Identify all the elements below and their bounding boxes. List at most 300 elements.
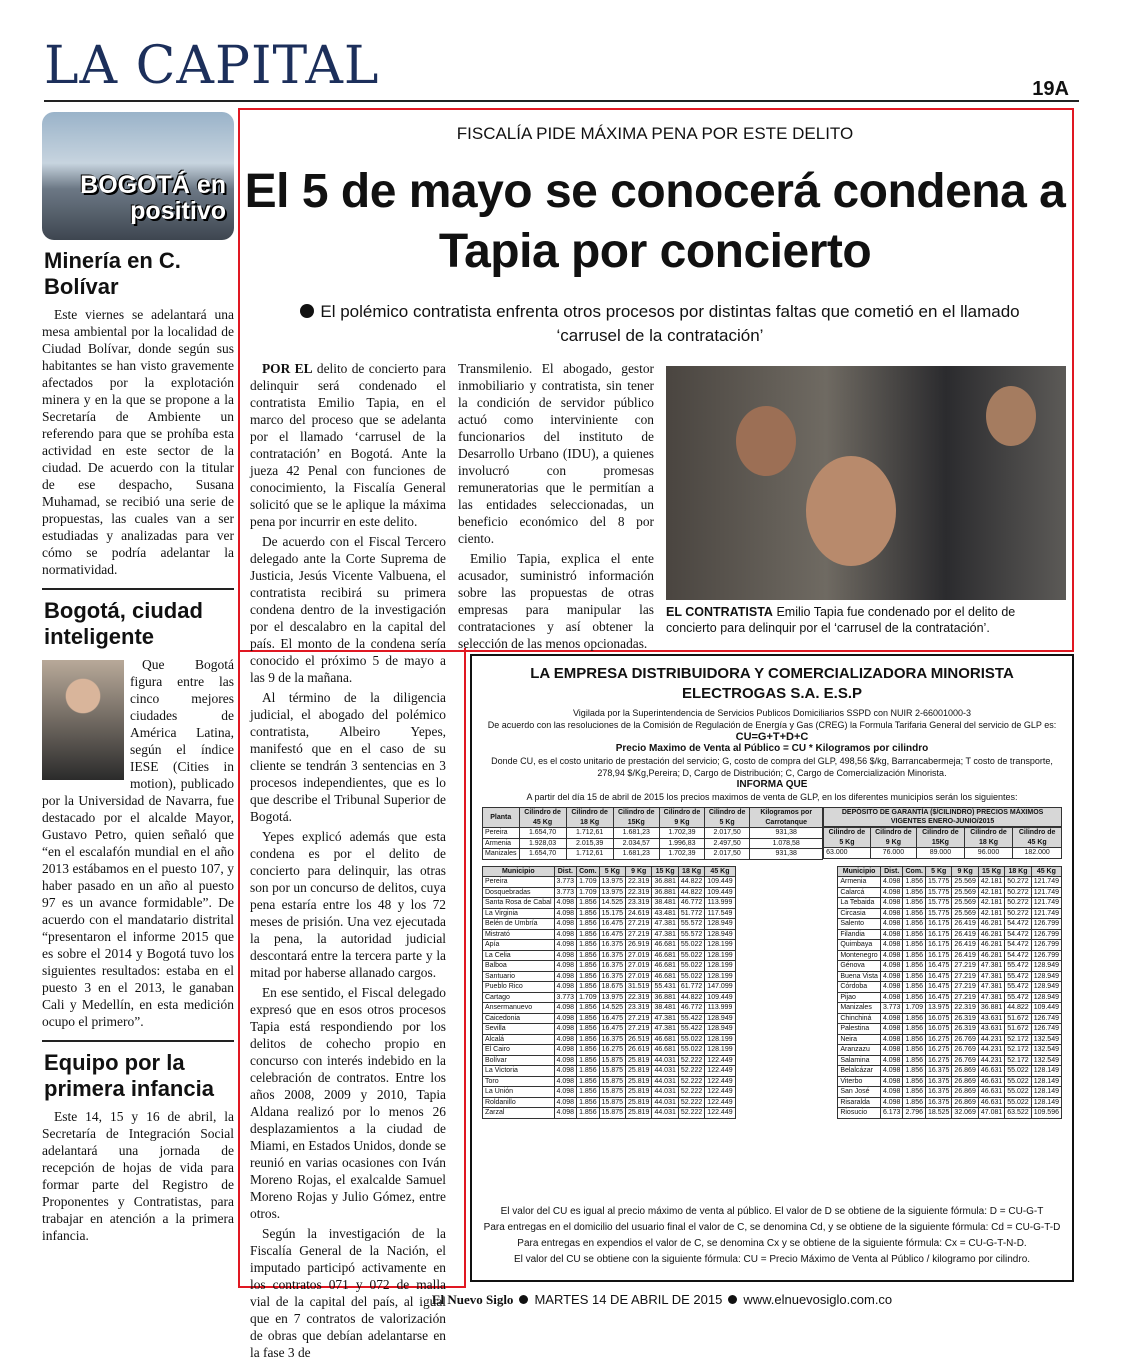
table-cell: 4.098 bbox=[880, 1013, 903, 1024]
table-cell: 128.949 bbox=[1031, 992, 1061, 1003]
table-cell: 46.681 bbox=[652, 971, 678, 982]
table-cell: 63.522 bbox=[1005, 1108, 1031, 1119]
table-cell: 16.475 bbox=[926, 961, 952, 972]
table-cell: 4.098 bbox=[554, 971, 577, 982]
table-cell: 2.017,50 bbox=[705, 849, 750, 860]
table-cell: 46.772 bbox=[678, 1003, 704, 1014]
table-header-cell: 5 Kg bbox=[926, 866, 952, 877]
table-cell: 46.281 bbox=[978, 950, 1004, 961]
ad-formula: CU=G+T+D+C bbox=[735, 731, 809, 743]
sidebar-text-bogota: Que Bogotá figura entre las cinco mejores ciudades de América Latina, según el índice IESE (Cities in motion), publicado por la Universidad de Navarra, fue destacado por el alcalde Mayor, Gustavo Petro, quien señaló que “en el escalafón mundial en el año 2013 estábamos en el puesto 107, y haber pasado en un año al puesto 97 es un avance formidable”. De acuerdo con el mandatario distrital “presentaron el informe 2015 que es sobre el 2014 y Bogotá tuvo los siguientes resultados: estaba en el puesto 3 en el 2013, le ganaban Cali y Medellín, en esta medición ocupo el primero”. bbox=[42, 657, 234, 1029]
table-cell: 1.856 bbox=[903, 982, 926, 993]
table-cell: 128.949 bbox=[705, 1024, 735, 1035]
table-cell: 1.856 bbox=[577, 919, 600, 930]
table-cell: 46.631 bbox=[978, 1066, 1004, 1077]
table-cell: 42.181 bbox=[978, 898, 1004, 909]
table-cell: 109.449 bbox=[705, 887, 735, 898]
article-subhead bbox=[300, 300, 1020, 348]
table-cell: Zarzal bbox=[483, 1108, 555, 1119]
table-cell: 51.672 bbox=[1005, 1024, 1031, 1035]
table-cell: 26.869 bbox=[952, 1097, 978, 1108]
table-cell: 4.098 bbox=[880, 1097, 903, 1108]
table-cell: 15.875 bbox=[599, 1108, 625, 1119]
table-row bbox=[838, 1087, 1062, 1098]
table-cell: 76.000 bbox=[870, 848, 916, 859]
table-row bbox=[483, 950, 736, 961]
table-cell: 47.381 bbox=[652, 1024, 678, 1035]
table-cell: Génova bbox=[838, 961, 881, 972]
table-cell: 25.819 bbox=[626, 1055, 652, 1066]
table-cell: 27.219 bbox=[626, 929, 652, 940]
table-cell: 27.019 bbox=[626, 961, 652, 972]
ad-note: El valor del CU se obtiene con la siguiente fórmula: CU = Precio Máximo de Venta al Público / kilogramo por cilindro. bbox=[513, 1254, 1031, 1265]
table-cell: 13.975 bbox=[599, 877, 625, 888]
table-cell: Caicedonia bbox=[483, 1013, 555, 1024]
table-cell: 26.419 bbox=[952, 940, 978, 951]
table-cell: 96.000 bbox=[964, 848, 1013, 859]
table-cell: Palestina bbox=[838, 1024, 881, 1035]
table-cell: 44.822 bbox=[1005, 1003, 1031, 1014]
table-cell: Pijao bbox=[838, 992, 881, 1003]
table-cell: 42.181 bbox=[978, 887, 1004, 898]
table-cell: 4.098 bbox=[880, 1024, 903, 1035]
table-cell: 4.098 bbox=[554, 908, 577, 919]
table-cell: 44.822 bbox=[678, 992, 704, 1003]
table-cell: 26.419 bbox=[952, 919, 978, 930]
table-cell: 4.098 bbox=[554, 1024, 577, 1035]
table-cell: Pueblo Rico bbox=[483, 982, 555, 993]
table-row bbox=[483, 898, 736, 909]
table-cell: 1.856 bbox=[577, 1045, 600, 1056]
table-cell: 1.856 bbox=[903, 1087, 926, 1098]
table-cell: Risaralda bbox=[838, 1097, 881, 1108]
table-cell: Belén de Umbría bbox=[483, 919, 555, 930]
table-cell: 52.222 bbox=[678, 1087, 704, 1098]
table-cell: 44.231 bbox=[978, 1045, 1004, 1056]
table-cell: 3.773 bbox=[554, 877, 577, 888]
table-cell: 15.775 bbox=[926, 898, 952, 909]
table-cell: Santa Rosa de Cabal bbox=[483, 898, 555, 909]
table-cell: 26.869 bbox=[952, 1076, 978, 1087]
table-row bbox=[483, 982, 736, 993]
table-cell: La Victoria bbox=[483, 1066, 555, 1077]
table-cell: 121.749 bbox=[1031, 898, 1061, 909]
table-cell: 1.856 bbox=[903, 950, 926, 961]
table-cell: 46.281 bbox=[978, 929, 1004, 940]
table-cell: 47.381 bbox=[978, 971, 1004, 982]
table-row bbox=[838, 940, 1062, 951]
table-header-cell: Com. bbox=[577, 866, 600, 877]
table-cell: 44.231 bbox=[978, 1034, 1004, 1045]
table-cell: 132.549 bbox=[1031, 1045, 1061, 1056]
table-cell: 1.856 bbox=[577, 929, 600, 940]
table-cell: 4.098 bbox=[554, 982, 577, 993]
table-header-cell: 45 Kg bbox=[1031, 866, 1061, 877]
table-cell: Córdoba bbox=[838, 982, 881, 993]
sidebar-divider bbox=[42, 1040, 234, 1042]
table-cell: 55.572 bbox=[678, 929, 704, 940]
table-cell: Pereira bbox=[483, 828, 520, 839]
lead-in: POR EL bbox=[262, 361, 313, 376]
table-cell: 46.681 bbox=[652, 1034, 678, 1045]
table-cell: 15.875 bbox=[599, 1097, 625, 1108]
table-cell: Ansermanuevo bbox=[483, 1003, 555, 1014]
table-cell: 1.856 bbox=[903, 908, 926, 919]
table-cell: 4.098 bbox=[554, 1087, 577, 1098]
table-row bbox=[483, 1055, 736, 1066]
table-cell: 46.631 bbox=[978, 1087, 1004, 1098]
table-cell: Calarcá bbox=[838, 887, 881, 898]
table-cell: 4.098 bbox=[554, 1066, 577, 1077]
table-row bbox=[483, 887, 736, 898]
table-cell: 52.222 bbox=[678, 1097, 704, 1108]
table-header-cell: Municipio bbox=[838, 866, 881, 877]
table-cell: 55.022 bbox=[1005, 1066, 1031, 1077]
table-header-cell: 5 Kg bbox=[599, 866, 625, 877]
table-cell: 47.381 bbox=[652, 1013, 678, 1024]
table-cell: 18.675 bbox=[599, 982, 625, 993]
ad-notes bbox=[482, 1204, 1062, 1268]
table-cell: Balboa bbox=[483, 961, 555, 972]
ad-price-line: Precio Maximo de Venta al Público = CU * Kilogramos por cilindro bbox=[615, 743, 929, 754]
table-cell: 1.712,61 bbox=[566, 849, 613, 860]
table-cell: 1.856 bbox=[903, 1024, 926, 1035]
table-cell: 2.497,50 bbox=[705, 838, 750, 849]
table-cell: 50.272 bbox=[1005, 898, 1031, 909]
table-cell: 128.199 bbox=[705, 971, 735, 982]
table-cell: 1.709 bbox=[577, 992, 600, 1003]
table-cell: 55.022 bbox=[678, 971, 704, 982]
table-cell: 27.219 bbox=[626, 1013, 652, 1024]
photo-caption bbox=[666, 604, 1066, 636]
table-cell: 1.856 bbox=[903, 940, 926, 951]
table-row bbox=[838, 950, 1062, 961]
table-cell: 1.996,83 bbox=[659, 838, 704, 849]
table-cell: 16.375 bbox=[599, 961, 625, 972]
table-cell: 128.949 bbox=[1031, 982, 1061, 993]
table-cell: 16.175 bbox=[926, 929, 952, 940]
table-cell: 128.199 bbox=[705, 940, 735, 951]
table-row bbox=[483, 1108, 736, 1119]
table-header-cell: Cilindro de 18 Kg bbox=[964, 828, 1013, 848]
ad-note: El valor del CU es igual al precio máximo de venta al público. El valor de D se obtiene de la siguiente fórmula: D = CU-G-T bbox=[500, 1206, 1044, 1217]
sidebar-title-mineria: Minería en C. Bolívar bbox=[44, 248, 181, 299]
table-cell: 1.856 bbox=[577, 1087, 600, 1098]
table-cell: 4.098 bbox=[880, 1045, 903, 1056]
table-cell: 16.375 bbox=[926, 1097, 952, 1108]
table-cell: 52.222 bbox=[678, 1066, 704, 1077]
table-cell: Manizales bbox=[838, 1003, 881, 1014]
table-cell: La Celia bbox=[483, 950, 555, 961]
table-cell: La Virginia bbox=[483, 908, 555, 919]
table-row bbox=[483, 1097, 736, 1108]
table-row bbox=[838, 1097, 1062, 1108]
ad-from-date: A partir del día 15 de abril de 2015 los precios maximos de venta de GLP, en los diferentes municipios serán los siguientes: bbox=[526, 792, 1018, 802]
table-cell: 1.654,70 bbox=[519, 849, 566, 860]
table-cell: 4.098 bbox=[880, 1076, 903, 1087]
table-cell: 26.619 bbox=[626, 1045, 652, 1056]
table-cell: 25.819 bbox=[626, 1076, 652, 1087]
table-row bbox=[838, 898, 1062, 909]
article-headline: El 5 de mayo se conocerá condena a Tapia por concierto bbox=[244, 165, 1066, 278]
table-cell: 1.856 bbox=[577, 1013, 600, 1024]
table-cell: 55.572 bbox=[678, 919, 704, 930]
table-header-cell: Cilindro de 45 Kg bbox=[1013, 828, 1062, 848]
table-cell: 89.000 bbox=[917, 848, 965, 859]
table-row bbox=[483, 971, 736, 982]
table-cell: 50.272 bbox=[1005, 908, 1031, 919]
table-cell: Dosquebradas bbox=[483, 887, 555, 898]
table-cell: 50.272 bbox=[1005, 887, 1031, 898]
table-cell: 4.098 bbox=[880, 1087, 903, 1098]
table-cell: 128.949 bbox=[705, 929, 735, 940]
table-cell: 25.819 bbox=[626, 1066, 652, 1077]
table-cell: 113.999 bbox=[705, 1003, 735, 1014]
table-cell: 52.172 bbox=[1005, 1034, 1031, 1045]
footer-url[interactable]: www.elnuevosiglo.com.co bbox=[743, 1292, 893, 1307]
table-cell: 42.181 bbox=[978, 877, 1004, 888]
table-cell: Belalcázar bbox=[838, 1066, 881, 1077]
table-header-row bbox=[483, 866, 736, 877]
table-cell: 54.472 bbox=[1005, 950, 1031, 961]
table-cell: 46.681 bbox=[652, 950, 678, 961]
table-cell: 1.856 bbox=[577, 982, 600, 993]
table-cell: 4.098 bbox=[880, 950, 903, 961]
sidebar-title-infancia: Equipo por la primera infancia bbox=[44, 1050, 214, 1101]
table-cell: 4.098 bbox=[554, 919, 577, 930]
table-cell: 109.449 bbox=[705, 877, 735, 888]
table-header-cell: Cilindro de 15Kg bbox=[613, 808, 659, 828]
table-cell: 109.596 bbox=[1031, 1108, 1061, 1119]
table-cell: 4.098 bbox=[554, 1013, 577, 1024]
table-cell: 4.098 bbox=[554, 1108, 577, 1119]
table-cell: 128.199 bbox=[705, 950, 735, 961]
table-cell: 1.856 bbox=[577, 898, 600, 909]
table-cell: 1.856 bbox=[903, 1066, 926, 1077]
table-cell: 25.819 bbox=[626, 1087, 652, 1098]
table-cell: Cartago bbox=[483, 992, 555, 1003]
table-cell: 55.431 bbox=[652, 982, 678, 993]
table-cell: 36.881 bbox=[652, 992, 678, 1003]
table-cell: 4.098 bbox=[554, 1097, 577, 1108]
table-cell: 1.856 bbox=[577, 908, 600, 919]
left-municipal-table bbox=[482, 866, 736, 1119]
table-cell: 122.449 bbox=[705, 1055, 735, 1066]
sidebar-text-mineria: Este viernes se adelantará una mesa ambiental por la localidad de Ciudad Bolívar, donde según sus habitantes se han visto gravemente afectados por la explotación minera y en la que se propone a la Secretaría de Ambiente un referendo para que se prohíba esta actividad en este sector de la ciudad. De acuerdo con la titular de ese despacho, Susana Muhamad, se recibió una serie de propuestas, las cuales van a ser estudiadas y analizadas para ver cómo se podría adelantar la normatividad. bbox=[42, 307, 234, 577]
table-cell: 3.773 bbox=[554, 887, 577, 898]
table-cell: 26.319 bbox=[952, 1013, 978, 1024]
table-cell: 55.472 bbox=[1005, 982, 1031, 993]
table-cell: 26.769 bbox=[952, 1034, 978, 1045]
table-cell: 1.856 bbox=[903, 1076, 926, 1087]
table-cell: 55.022 bbox=[1005, 1097, 1031, 1108]
subhead-text: El polémico contratista enfrenta otros procesos por distintas faltas que cometió en el llamado ‘carrusel de la contratación’ bbox=[320, 302, 1020, 345]
table-cell: 47.081 bbox=[978, 1108, 1004, 1119]
table-cell: 1.654,70 bbox=[519, 828, 566, 839]
table-cell: 55.472 bbox=[1005, 961, 1031, 972]
table-cell: 113.999 bbox=[705, 898, 735, 909]
table-cell: 121.749 bbox=[1031, 887, 1061, 898]
table-cell: 1.681,23 bbox=[613, 828, 659, 839]
table-cell: 4.098 bbox=[554, 929, 577, 940]
table-cell: 27.219 bbox=[952, 961, 978, 972]
table-cell: 4.098 bbox=[554, 940, 577, 951]
table-cell: 27.219 bbox=[952, 982, 978, 993]
table-cell: 36.881 bbox=[652, 887, 678, 898]
table-cell: 109.449 bbox=[1031, 1003, 1061, 1014]
table-cell: 4.098 bbox=[880, 982, 903, 993]
table-cell: 16.375 bbox=[599, 950, 625, 961]
table-row bbox=[824, 848, 1062, 859]
table-cell: 44.031 bbox=[652, 1076, 678, 1087]
table-cell: 4.098 bbox=[554, 1076, 577, 1087]
table-cell: 15.875 bbox=[599, 1076, 625, 1087]
table-cell: 117.549 bbox=[705, 908, 735, 919]
table-cell: 1.712,61 bbox=[566, 828, 613, 839]
table-cell: Montenegro bbox=[838, 950, 881, 961]
table-row bbox=[483, 1034, 736, 1045]
table-cell: 4.098 bbox=[880, 1066, 903, 1077]
table-cell: 51.772 bbox=[678, 908, 704, 919]
table-header-cell: 45 Kg bbox=[705, 866, 735, 877]
table-cell: 1.078,58 bbox=[750, 838, 823, 849]
table-cell: 128.199 bbox=[705, 1045, 735, 1056]
table-cell: 2.017,50 bbox=[705, 828, 750, 839]
table-cell: 14.525 bbox=[599, 898, 625, 909]
table-cell: 4.098 bbox=[880, 877, 903, 888]
table-cell: Filandia bbox=[838, 929, 881, 940]
table-row bbox=[838, 1034, 1062, 1045]
paragraph: En ese sentido, el Fiscal delegado expresó que en esos otros procesos Tapia está respondiendo por los delitos de cohecho propio en concurso con interés indebido en la celebración de contratos. Entre los años 2008, 2009 y 2010, Tapia Aldana realizó por lo menos 26 desplazamientos a la ciudad de Miami, en Estados Unidos, donde se reunió en varias ocasiones con Iván Moreno Rojas, el exalcalde Samuel Moreno Rojas y Julio Gómez, entre otros. bbox=[250, 985, 447, 1221]
table-cell: 46.681 bbox=[652, 961, 678, 972]
paragraph: Según la investigación de la Fiscalía General de la Nación, el imputado participó activamente en los contratos 071 y 072 de malla vial de la capital del país, al igual que en 7 contratos de valorización de obras que debían adelantarse en la fase 3 de bbox=[250, 1226, 446, 1360]
table-row bbox=[838, 929, 1062, 940]
masthead: LA CAPITAL bbox=[44, 36, 380, 96]
sidebar-title-bogota: Bogotá, ciudad inteligente bbox=[44, 598, 203, 649]
table-cell: 55.472 bbox=[1005, 992, 1031, 1003]
table-cell: 47.381 bbox=[652, 929, 678, 940]
table-cell: 27.219 bbox=[952, 971, 978, 982]
table-cell: Santuario bbox=[483, 971, 555, 982]
table-header-cell: Cilindro de 18 Kg bbox=[566, 808, 613, 828]
table-cell: 1.856 bbox=[903, 971, 926, 982]
table-cell: 13.975 bbox=[599, 887, 625, 898]
table-cell: 55.472 bbox=[1005, 971, 1031, 982]
table-row bbox=[838, 1066, 1062, 1077]
table-cell: 4.098 bbox=[880, 992, 903, 1003]
table-cell: 31.519 bbox=[626, 982, 652, 993]
table-row bbox=[483, 908, 736, 919]
table-cell: 128.199 bbox=[705, 1034, 735, 1045]
table-row bbox=[483, 919, 736, 930]
table-cell: 128.949 bbox=[705, 919, 735, 930]
table-cell: 25.819 bbox=[626, 1097, 652, 1108]
table-cell: 128.949 bbox=[705, 1013, 735, 1024]
deposit-title: DEPÓSITO DE GARANTÍA ($/CILINDRO) PRECIOS MÁXIMOS VIGENTES ENERO-JUNIO/2015 bbox=[823, 807, 1062, 827]
table-header-cell: Cilindro de 45 Kg bbox=[519, 808, 566, 828]
table-header-cell: 18 Kg bbox=[678, 866, 704, 877]
paragraph: Yepes explicó además que esta condena es por el delito de concierto para delinquir, las otras son por un concurso de delitos, cuya pena estaría entre los 48 y los 72 meses de prisión. Una vez ejecutada la pena, la autoridad judicial descontará entre la tercera parte y la mitad por haberse allanado cargos. bbox=[250, 829, 446, 980]
table-cell: 54.472 bbox=[1005, 929, 1031, 940]
ad-line: De acuerdo con las resoluciones de la Comisión de Regulación de Energía y Gas (CREG) la Formula Tarifaria General del servicio de GLP es: bbox=[487, 720, 1057, 730]
table-cell: 1.856 bbox=[577, 1066, 600, 1077]
table-cell: 55.022 bbox=[678, 950, 704, 961]
table-row bbox=[483, 992, 736, 1003]
table-cell: 1.709 bbox=[903, 1003, 926, 1014]
table-cell: 15.775 bbox=[926, 877, 952, 888]
table-row bbox=[483, 1066, 736, 1077]
sidebar bbox=[42, 112, 234, 1292]
table-cell: 4.098 bbox=[554, 950, 577, 961]
table-cell: 55.422 bbox=[678, 1013, 704, 1024]
table-cell: 47.381 bbox=[978, 961, 1004, 972]
table-cell: 16.175 bbox=[926, 940, 952, 951]
deposit-block bbox=[823, 807, 1062, 859]
table-cell: 47.381 bbox=[652, 919, 678, 930]
table-cell: 121.749 bbox=[1031, 877, 1061, 888]
table-cell: 26.769 bbox=[952, 1055, 978, 1066]
table-cell: 55.422 bbox=[678, 1024, 704, 1035]
table-cell: 26.419 bbox=[952, 929, 978, 940]
table-cell: 27.019 bbox=[626, 950, 652, 961]
table-cell: 126.799 bbox=[1031, 929, 1061, 940]
table-cell: 16.275 bbox=[926, 1045, 952, 1056]
photo-figure bbox=[986, 386, 1036, 446]
table-cell: Armenia bbox=[483, 838, 520, 849]
table-cell: 26.319 bbox=[952, 1024, 978, 1035]
article-column-1 bbox=[250, 360, 447, 1360]
table-cell: 1.856 bbox=[577, 950, 600, 961]
table-header-row bbox=[483, 808, 823, 828]
caption-label: EL CONTRATISTA bbox=[666, 605, 773, 619]
top-rule bbox=[44, 100, 1079, 102]
table-row bbox=[838, 1013, 1062, 1024]
article-kicker: FISCALÍA PIDE MÁXIMA PENA POR ESTE DELITO bbox=[456, 124, 854, 143]
table-row bbox=[483, 849, 823, 860]
table-cell: 15.775 bbox=[926, 887, 952, 898]
ad-note: Para entregas en el domicilio del usuario final el valor de C, se denomina Cd, y se obtiene de la siguiente fórmula: Cd = CU-G-T-D bbox=[483, 1222, 1061, 1233]
table-cell: 27.219 bbox=[626, 1024, 652, 1035]
table-cell: 16.075 bbox=[926, 1024, 952, 1035]
table-cell: 38.481 bbox=[652, 1003, 678, 1014]
table-cell: 44.822 bbox=[678, 887, 704, 898]
table-cell: Viterbo bbox=[838, 1076, 881, 1087]
table-cell: 36.881 bbox=[978, 1003, 1004, 1014]
table-cell: 1.856 bbox=[577, 1108, 600, 1119]
table-cell: 15.775 bbox=[926, 908, 952, 919]
table-cell: Salamina bbox=[838, 1055, 881, 1066]
paragraph: Emilio Tapia, explica el ente acusador, suministró información sobre las propuestas de otras empresas para manipular las contrataciones y así obtener la selección de las menos opcionadas. bbox=[458, 551, 654, 651]
table-cell: 46.631 bbox=[978, 1097, 1004, 1108]
table-cell: 27.019 bbox=[626, 971, 652, 982]
table-row bbox=[483, 929, 736, 940]
table-cell: 16.375 bbox=[926, 1087, 952, 1098]
table-cell: 4.098 bbox=[880, 961, 903, 972]
table-cell: 128.949 bbox=[1031, 971, 1061, 982]
table-cell: 2.015,39 bbox=[566, 838, 613, 849]
ad-municipal-tables bbox=[482, 866, 1062, 1119]
table-header-cell: 9 Kg bbox=[626, 866, 652, 877]
table-cell: 27.219 bbox=[626, 919, 652, 930]
table-cell: 4.098 bbox=[880, 887, 903, 898]
table-cell: Alcalá bbox=[483, 1034, 555, 1045]
table-row bbox=[838, 971, 1062, 982]
bullet-icon bbox=[728, 1295, 737, 1304]
table-cell: Pereira bbox=[483, 877, 555, 888]
table-cell: 16.375 bbox=[926, 1076, 952, 1087]
table-cell: 128.149 bbox=[1031, 1097, 1061, 1108]
table-cell: 1.856 bbox=[903, 1045, 926, 1056]
